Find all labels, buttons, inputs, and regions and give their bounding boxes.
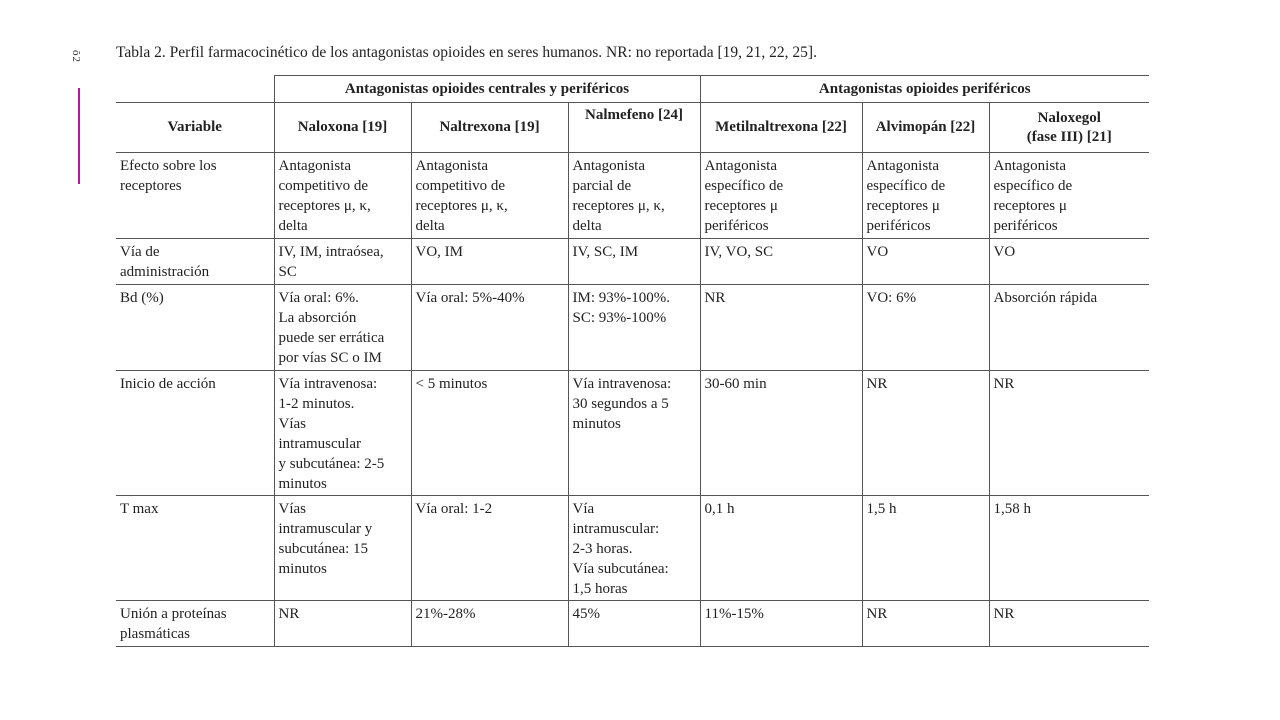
cell-metilnaltrexona: IV, VO, SC: [700, 239, 862, 285]
cell-naloxona: IV, IM, intraósea, SC: [274, 239, 411, 285]
group-header-peripheral: Antagonistas opioides periféricos: [700, 76, 1149, 103]
cell-alvimopan: 1,5 h: [862, 496, 989, 601]
cell-naltrexona: 21%-28%: [411, 601, 568, 647]
cell-naltrexona: VO, IM: [411, 239, 568, 285]
table-row: [116, 239, 1149, 285]
cell-variable: Efecto sobre los receptores: [116, 153, 274, 239]
cell-variable: Inicio de acción: [116, 371, 274, 496]
cell-metilnaltrexona: NR: [700, 285, 862, 371]
table-row: [116, 285, 1149, 371]
table-row: [116, 601, 1149, 647]
cell-naltrexona: Vía oral: 1-2: [411, 496, 568, 601]
column-header-naloxona: Naloxona [19]: [274, 103, 411, 153]
cell-naloxegol: 1,58 h: [989, 496, 1149, 601]
cell-naloxona: Vías intramuscular y subcutánea: 15 minutos: [274, 496, 411, 601]
cell-naltrexona: Antagonista competitivo de receptores μ, κ, delta: [411, 153, 568, 239]
cell-alvimopan: NR: [862, 601, 989, 647]
cell-nalmefeno: IM: 93%-100%. SC: 93%-100%: [568, 285, 700, 371]
cell-nalmefeno: Vía intramuscular: 2-3 horas. Vía subcutánea: 1,5 horas: [568, 496, 700, 601]
column-header-metilnaltrexona: Metilnaltrexona [22]: [700, 103, 862, 153]
cell-nalmefeno: Vía intravenosa: 30 segundos a 5 minutos: [568, 371, 700, 496]
column-header-nalmefeno: Nalmefeno [24]: [568, 103, 700, 153]
cell-nalmefeno: 45%: [568, 601, 700, 647]
cell-alvimopan: VO: [862, 239, 989, 285]
column-header-naltrexona: Naltrexona [19]: [411, 103, 568, 153]
cell-nalmefeno: Antagonista parcial de receptores μ, κ, delta: [568, 153, 700, 239]
accent-bar: [78, 88, 80, 184]
cell-naloxona: Vía intravenosa: 1-2 minutos. Vías intramuscular y subcutánea: 2-5 minutos: [274, 371, 411, 496]
cell-metilnaltrexona: Antagonista específico de receptores μ periféricos: [700, 153, 862, 239]
page-number-mark: ŏ2: [70, 50, 82, 63]
cell-naloxona: NR: [274, 601, 411, 647]
group-header-central: Antagonistas opioides centrales y periféricos: [274, 76, 700, 103]
cell-naloxegol: Antagonista específico de receptores μ periféricos: [989, 153, 1149, 239]
cell-naltrexona: Vía oral: 5%-40%: [411, 285, 568, 371]
cell-naloxona: Vía oral: 6%. La absorción puede ser errática por vías SC o IM: [274, 285, 411, 371]
cell-naltrexona: < 5 minutos: [411, 371, 568, 496]
cell-naloxegol: NR: [989, 371, 1149, 496]
cell-naloxegol: Absorción rápida: [989, 285, 1149, 371]
cell-variable: Bd (%): [116, 285, 274, 371]
cell-nalmefeno: IV, SC, IM: [568, 239, 700, 285]
column-header-variable: Variable: [116, 103, 274, 153]
pharmacokinetic-table: [116, 75, 1149, 647]
cell-variable: T max: [116, 496, 274, 601]
cell-variable: Vía de administración: [116, 239, 274, 285]
column-header-naloxegol: Naloxegol (fase III) [21]: [989, 103, 1149, 153]
table-row: [116, 496, 1149, 601]
column-header-alvimopan: Alvimopán [22]: [862, 103, 989, 153]
cell-metilnaltrexona: 0,1 h: [700, 496, 862, 601]
cell-variable: Unión a proteínas plasmáticas: [116, 601, 274, 647]
cell-naloxona: Antagonista competitivo de receptores μ, κ, delta: [274, 153, 411, 239]
cell-metilnaltrexona: 30-60 min: [700, 371, 862, 496]
group-header-blank: [116, 76, 274, 103]
cell-naloxegol: VO: [989, 239, 1149, 285]
cell-alvimopan: VO: 6%: [862, 285, 989, 371]
table-row: [116, 153, 1149, 239]
table-caption: Tabla 2. Perfil farmacocinético de los antagonistas opioides en seres humanos. NR: no reportada [19, 21, 22, 25].: [116, 44, 817, 61]
table-row: [116, 371, 1149, 496]
cell-naloxegol: NR: [989, 601, 1149, 647]
cell-alvimopan: Antagonista específico de receptores μ periféricos: [862, 153, 989, 239]
cell-metilnaltrexona: 11%-15%: [700, 601, 862, 647]
cell-alvimopan: NR: [862, 371, 989, 496]
